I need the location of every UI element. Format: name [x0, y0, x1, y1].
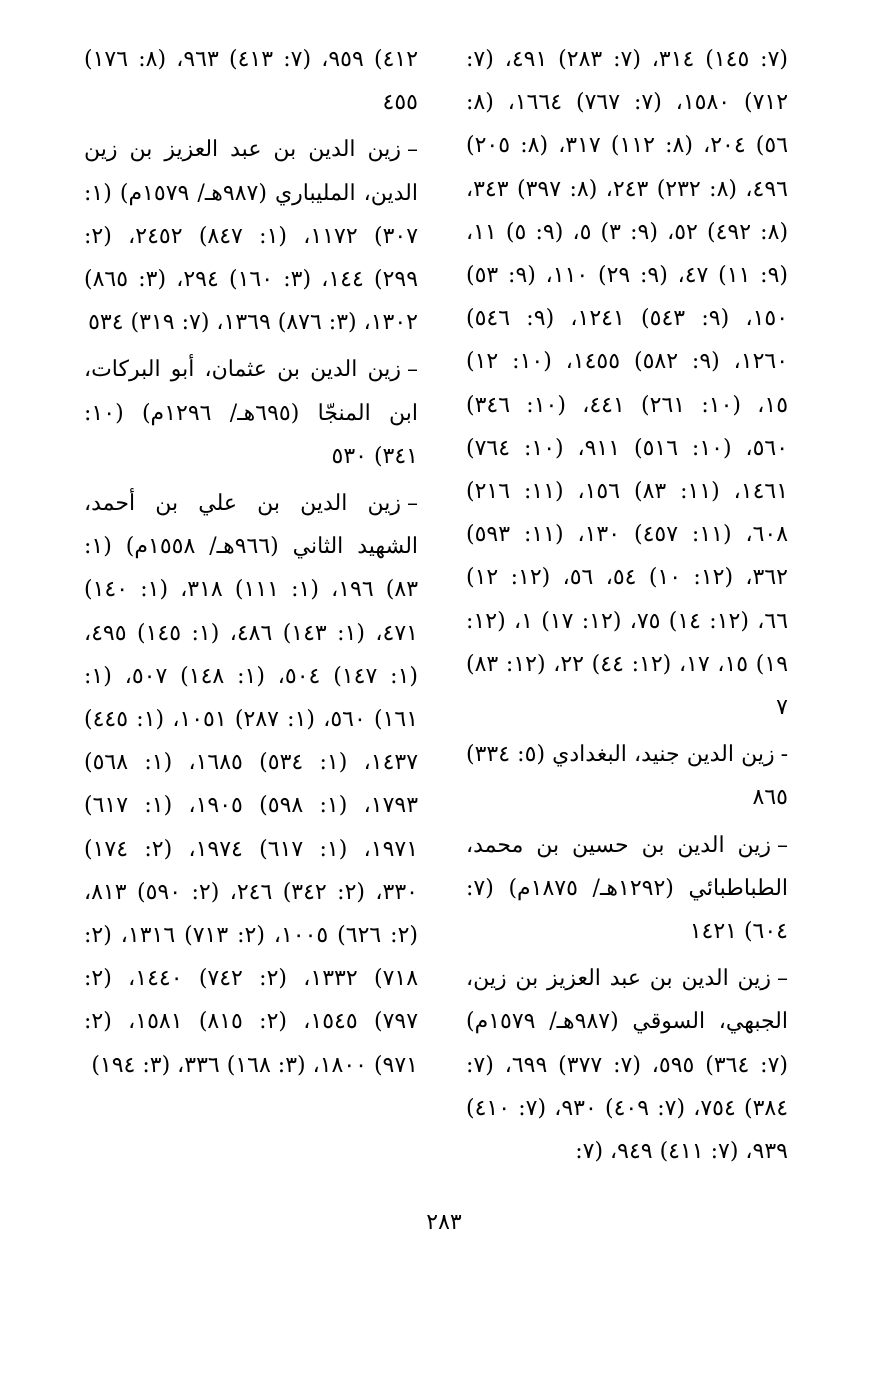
entry-dash: - [780, 742, 789, 768]
entry-text: زين الدين بن عبد العزيز بن زين الدين، المليباري (٩٨٧هـ/ ١٥٧٩م) (١: ٣٠٧) ١١٧٢، (١: ٨٤٧) ٢٤٥٢، (٢: ٢٩٩) ١٤٤، (٣: ١٦٠) ٢٩٤، (٣: ٨٦٥) ١٣٠٢، (٣: ٨٧٦) ١٣٦٩، (٧: ٣١٩) ٥٣٤ [84, 137, 419, 336]
entry-text: زين الدين بن حسين بن محمد، الطباطبائي (١٢٩٢هـ/ ١٨٧٥م) (٧: ٦٠٤) ١٤٢١ [466, 832, 789, 945]
index-entry [84, 482, 418, 1087]
entry-text: زين الدين بن عبد العزيز بن زين، الجبهي، السوقي (٩٨٧هـ/ ١٥٧٩م) (٧: ٣٦٤) ٥٩٥، (٧: ٣٧٧) ٦٩٩، (٧: ٣٨٤) ٧٥٤، (٧: ٤٠٩) ٩٣٠، (٧: ٤١٠) ٩٣٩، (٧: ٤١١) ٩٤٩، (٧: [466, 966, 789, 1165]
entry-dash: – [407, 137, 418, 163]
entry-text: زين الدين جنيد، البغدادي (٥: ٣٣٤) ٨٦٥ [466, 742, 788, 811]
entry-dash: – [777, 832, 788, 858]
entry-dash: – [407, 491, 418, 517]
index-entry [466, 957, 788, 1173]
index-column-left [84, 38, 418, 1091]
index-entry [84, 348, 418, 478]
entry-text: زين الدين بن عثمان، أبو البركات، ابن المنجّا (٦٩٥هـ/ ١٢٩٦م) (١٠: ٣٤١) ٥٣٠ [84, 357, 419, 469]
index-entry [84, 128, 418, 344]
entry-dash: – [777, 966, 788, 992]
index-entry [466, 733, 788, 819]
index-column-right [466, 38, 788, 1177]
index-entry-continuation: (٧: ١٤٥) ٣١٤، (٧: ٢٨٣) ٤٩١، (٧: ٧١٢) ١٥٨٠، (٧: ٧٦٧) ١٦٦٤، (٨: ٥٦) ٢٠٤، (٨: ١١٢) ٣١٧، (٨: ٢٠٥) ٤٩٦، (٨: ٢٣٢) ٢٤٣، (٨: ٣٩٧) ٣٤٣، (٨: ٤٩٢) ٥٢، (٩: ٣) ٥، (٩: ٥) ١١، (٩: ١١) ٤٧، (٩: ٢٩) ١١٠، (٩: ٥٣) ١٥٠، (٩: ٥٤٣) ١٢٤١، (٩: ٥٤٦) ١٢٦٠، (٩: ٥٨٢) ١٤٥٥، (١٠: ١٢) ١٥، (١٠: ٢٦١) ٤٤١، (١٠: ٣٤٦) ٥٦٠، (١٠: ٥١٦) ٩١١، (١٠: ٧٦٤) ١٤٦١، (١١: ٨٣) ١٥٦، (١١: ٢١٦) ٦٠٨، (١١: ٤٥٧) ١٣٠، (١١: ٥٩٣) ٣٦٢، (١٢: ١٠) ٥٤، ٥٦، (١٢: ١٢) ٦٦، (١٢: ١٤) ٧٥، (١٢: ١٧) ١، (١٢: ١٩) ١٥، ١٧، (١٢: ٤٤) ٢٢، (١٢: ٨٣) ٧ [466, 47, 789, 721]
entry-dash: – [407, 357, 418, 383]
entry-text: زين الدين بن علي بن أحمد، الشهيد الثاني (٩٦٦هـ/ ١٥٥٨م) (١: ٨٣) ١٩٦، (١: ١١١) ٣١٨، (١: ١٤٠) ٤٧١، (١: ١٤٣) ٤٨٦، (١: ١٤٥) ٤٩٥، (١: ١٤٧) ٥٠٤، (١: ١٤٨) ٥٠٧، (١: ١٦١) ٥٦٠، (١: ٢٨٧) ١٠٥١، (١: ٤٤٥) ١٤٣٧، (١: ٥٣٤) ١٦٨٥، (١: ٥٦٨) ١٧٩٣، (١: ٥٩٨) ١٩٠٥، (١: ٦١٧) ١٩٧١، (١: ٦١٧) ١٩٧٤، (٢: ١٧٤) ٣٣٠، (٢: ٣٤٢) ٢٤٦، (٢: ٥٩٠) ٨١٣، (٢: ٦٢٦) ١٠٠٥، (٢: ٧١٣) ١٣١٦، (٢: ٧١٨) ١٣٣٢، (٢: ٧٤٢) ١٤٤٠، (٢: ٧٩٧) ١٥٤٥، (٢: ٨١٥) ١٥٨١، (٢: ٩٧١) ١٨٠٠، (٣: ١٦٨) ٣٣٦، (٣: ١٩٤) [84, 491, 419, 1078]
page-number: ٢٨٣ [426, 1210, 462, 1235]
index-entry-continuation: ٤١٢) ٩٥٩، (٧: ٤١٣) ٩٦٣، (٨: ١٧٦) ٤٥٥ [84, 47, 419, 116]
index-entry [466, 824, 788, 954]
